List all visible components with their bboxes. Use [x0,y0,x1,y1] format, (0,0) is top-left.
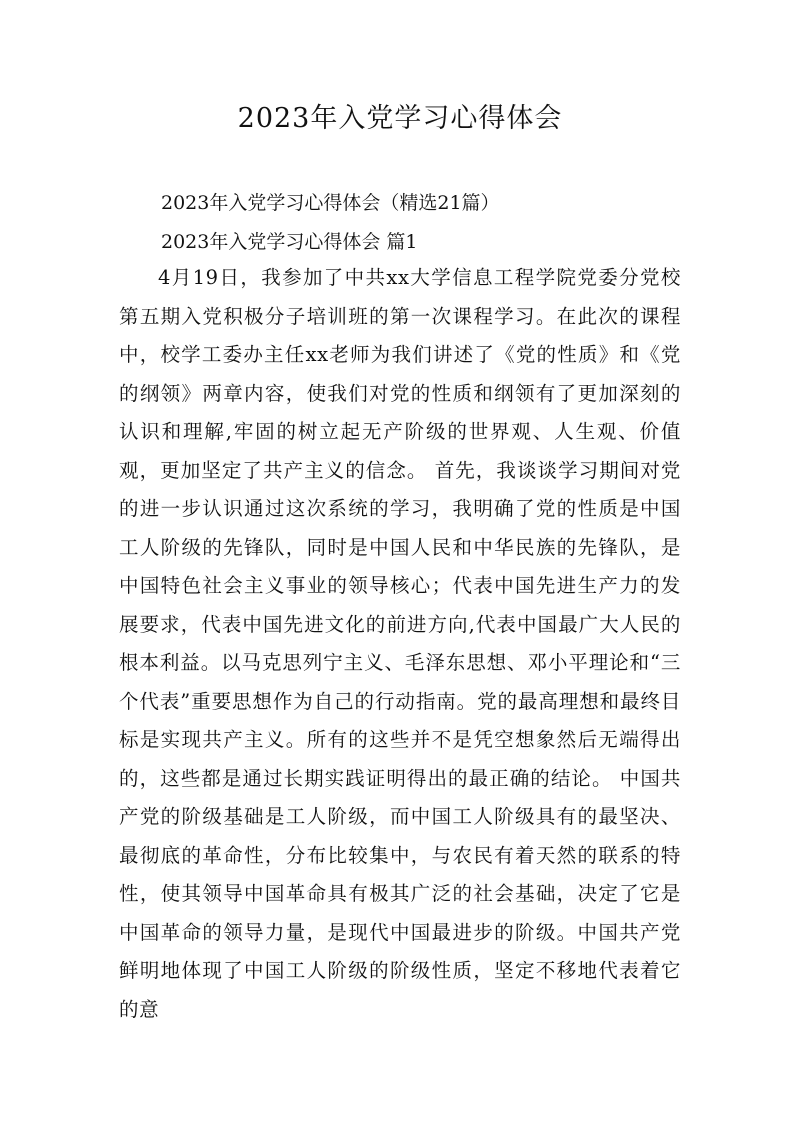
document-title: 2023年入党学习心得体会 [237,103,563,134]
body-paragraph: 4月19日，我参加了中共xx大学信息工程学院党委分党校第五期入党积极分子培训班的第一次课程学习。在此次的课程中，校学工委办主任xx老师为我们讲述了《党的性质》和《党的纲领》两章内容，使我们对党的性质和纲领有了更加深刻的认识和理解,牢固的树立起无产阶级的世界观、人生观、价值观，更加坚定了共产主义的信念。 首先，我谈谈学习期间对党的进一步认识通过这次系统的学习，我明确了党的性质是中国工人阶级的先锋队，同时是中国人民和中华民族的先锋队，是中国特色社会主义事业的领导核心；代表中国先进生产力的发展要求，代表中国先进文化的前进方向,代表中国最广大人民的根本利益。以马克思列宁主义、毛泽东思想、邓小平理论和“三个代表”重要思想作为自己的行动指南。党的最高理想和最终目标是实现共产主义。所有的这些并不是凭空想象然后无端得出的，这些都是通过长期实践证明得出的最正确的结论。 中国共产党的阶级基础是工人阶级，而中国工人阶级具有的最坚决、最彻底的革命性，分布比较集中，与农民有着天然的联系的特性，使其领导中国革命具有极其广泛的社会基础，决定了它是中国革命的领导力量，是现代中国最进步的阶级。中国共产党鲜明地体现了中国工人阶级的阶级性质，坚定不移地代表着它的意 [119,266,681,1021]
section-heading: 2023年入党学习心得体会 篇1 [161,231,418,253]
document-subtitle: 2023年入党学习心得体会（精选21篇） [161,192,500,214]
